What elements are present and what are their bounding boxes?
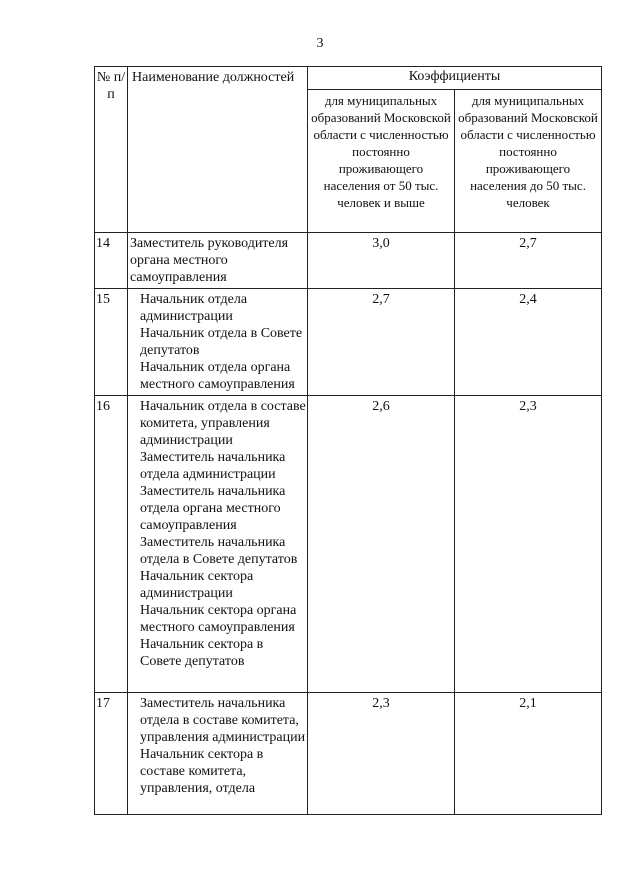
row-num: 16 — [95, 396, 128, 693]
table-row — [95, 233, 602, 289]
table-row — [95, 396, 602, 693]
position-text: Начальник сектора администрации — [140, 569, 254, 601]
position-text: Начальник отдела в составе комитета, управления администрации — [140, 399, 306, 448]
row-num: 15 — [95, 289, 128, 396]
row-coef-a: 3,0 — [308, 233, 455, 289]
header-col-a: для муниципальных образований Московской области с численностью постоянно проживающего населения от 50 тыс. человек и выше — [308, 90, 455, 233]
row-positions — [128, 233, 308, 289]
row-coef-a: 2,6 — [308, 396, 455, 693]
header-num: № п/п — [95, 67, 128, 233]
table-row — [95, 693, 602, 815]
row-num: 17 — [95, 693, 128, 815]
position-text: Начальник отдела администрации — [140, 292, 248, 324]
row-coef-b: 2,7 — [455, 233, 602, 289]
position-text: Начальник сектора органа местного самоуправления — [140, 603, 297, 635]
position-text: Начальник отдела органа местного самоуправления — [140, 360, 295, 392]
position-text: Заместитель руководителя органа местного самоуправления — [130, 236, 289, 285]
row-coef-a: 2,3 — [308, 693, 455, 815]
row-coef-b: 2,3 — [455, 396, 602, 693]
table-row — [95, 289, 602, 396]
header-col-b: для муниципальных образований Московской области с численностью постоянно проживающего населения до 50 тыс. человек — [455, 90, 602, 233]
header-name: Наименование должностей — [128, 67, 308, 233]
position-text: Заместитель начальника отдела в Совете депутатов — [140, 535, 298, 567]
position-text: Начальник сектора в Совете депутатов — [140, 637, 264, 669]
position-text: Начальник отдела в Совете депутатов — [140, 326, 303, 358]
row-positions — [128, 396, 308, 693]
row-num: 14 — [95, 233, 128, 289]
position-text: Заместитель начальника отдела администрации — [140, 450, 286, 482]
position-text: Заместитель начальника отдела органа местного самоуправления — [140, 484, 286, 533]
table-header-row — [95, 67, 602, 90]
position-text: Начальник сектора в составе комитета, управления, отдела — [140, 747, 264, 796]
row-coef-b: 2,4 — [455, 289, 602, 396]
page-number: 3 — [316, 36, 324, 51]
row-coef-b: 2,1 — [455, 693, 602, 815]
row-positions — [128, 289, 308, 396]
position-text: Заместитель начальника отдела в составе комитета, управления администрации — [140, 696, 306, 745]
coefficients-table — [94, 66, 602, 815]
header-coefficients: Коэффициенты — [308, 67, 602, 90]
row-coef-a: 2,7 — [308, 289, 455, 396]
row-positions — [128, 693, 308, 815]
